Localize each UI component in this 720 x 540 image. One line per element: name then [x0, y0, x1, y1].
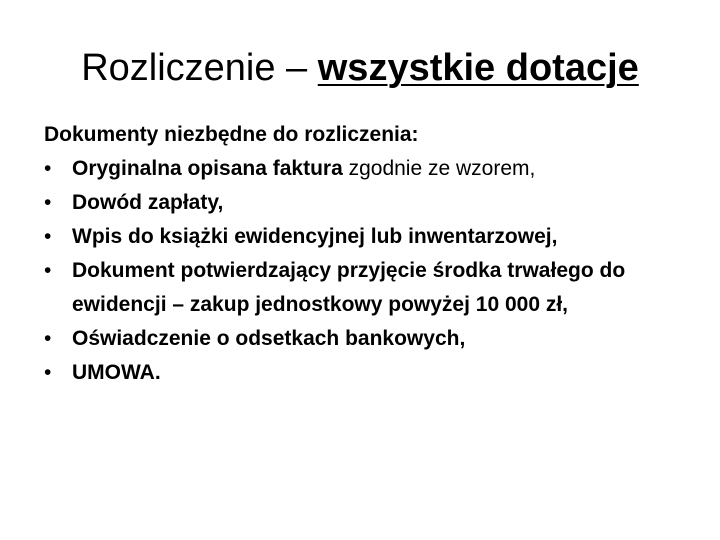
list-item: [44, 220, 684, 254]
bullet-icon: •: [44, 259, 52, 282]
list-item: [44, 322, 684, 356]
document-list: [44, 152, 684, 390]
bullet-icon: •: [44, 327, 52, 350]
list-item: [44, 254, 684, 322]
item-bold-text: Oryginalna opisana faktura: [72, 157, 343, 180]
bullet-icon: •: [44, 225, 52, 248]
item-normal-text: zgodnie ze wzorem,: [342, 157, 536, 180]
intro-text: Dokumenty niezbędne do rozliczenia:: [44, 123, 419, 146]
item-bold-text: Oświadczenie o odsetkach bankowych,: [72, 327, 466, 350]
title-prefix: Rozliczenie –: [81, 47, 318, 89]
item-bold-text: Dowód zapłaty,: [72, 191, 224, 214]
item-bold-text: Dokument potwierdzający przyjęcie środka trwałego do ewidencji – zakup jednostkowy powyżej 10 000 zł,: [72, 259, 626, 316]
item-bold-text: UMOWA.: [72, 361, 161, 384]
list-item: [44, 186, 684, 220]
list-item: [44, 152, 684, 186]
bullet-icon: •: [44, 191, 52, 214]
slide-title: [0, 44, 720, 92]
bullet-icon: •: [44, 157, 52, 180]
slide-content: [44, 118, 684, 390]
title-emphasis: wszystkie dotacje: [317, 47, 639, 89]
item-bold-text: Wpis do książki ewidencyjnej lub inwentarzowej,: [72, 225, 558, 248]
bullet-icon: •: [44, 361, 52, 384]
list-item: [44, 356, 684, 390]
